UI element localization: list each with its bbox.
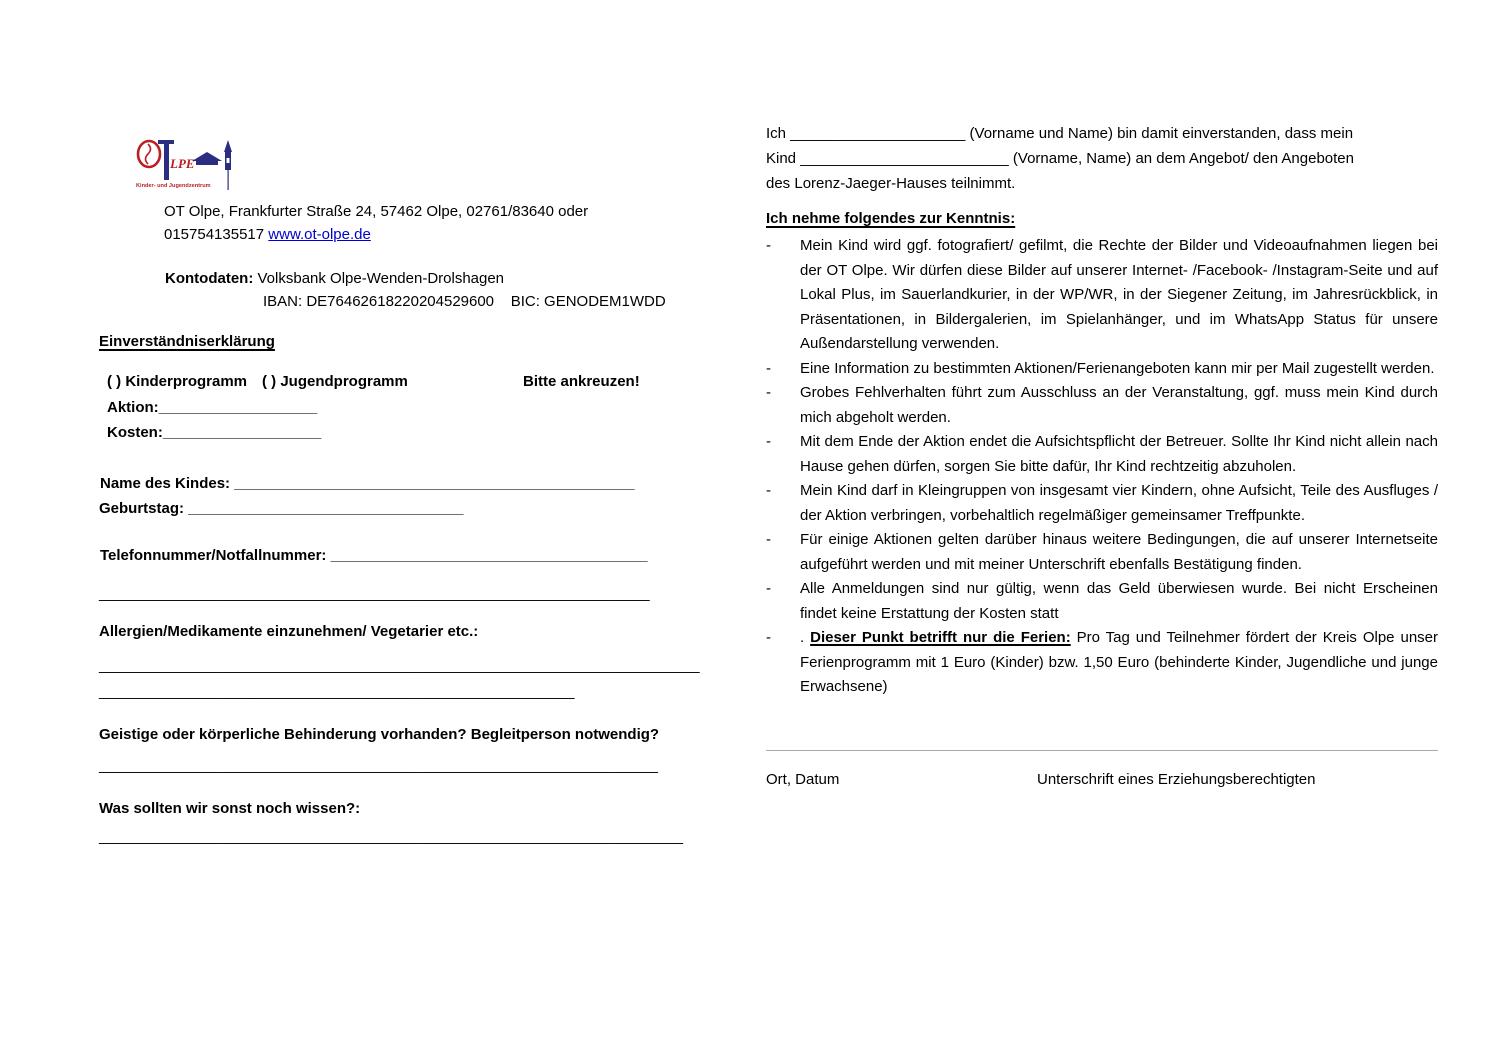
other-info-label: Was sollten wir sonst noch wissen?: [99,800,361,817]
phone-number: 015754135517 [164,226,269,243]
logo-tower-line [228,170,229,190]
list-item-text: Mein Kind darf in Kleingruppen von insgesamt vier Kindern, ohne Aufsicht, Teile des Ausfluges / der Aktion verbringen, vorbehaltlich regelmäßiger gemeinsamer Treffpunkte. [800,482,1438,524]
phone-emergency-field: Telefonnummer/Notfallnummer: ______________________________________ [100,547,648,564]
list-item-ferien [766,626,1438,700]
aktion-field: Aktion:___________________ [107,399,318,416]
list-item-text: Eine Information zu bestimmten Aktionen/Ferienangeboten kann mir per Mail zugestellt werden. [800,359,1435,377]
left-column [99,138,724,845]
bullet-dash: - [766,359,771,377]
place-date-label: Ort, Datum [766,770,840,788]
list-item-text: Mit dem Ende der Aktion endet die Aufsichtspflicht der Betreuer. Sollte Ihr Kind nicht allein nach Hause gehen dürfen, sorgen Sie bitte dafür, Ihr Kind rechtzeitig abzuholen. [800,433,1438,475]
disability-write-line: ___________________________________________________________________ [99,757,658,774]
bank-details [165,267,724,313]
list-item [766,430,1438,479]
guardian-signature-label: Unterschrift eines Erziehungsberechtigten [1037,770,1316,788]
kosten-field: Kosten:___________________ [107,424,322,441]
bullet-dash: - [766,384,771,401]
blank-write-line: __________________________________________________________________ [99,585,650,602]
ferien-emphasis: Dieser Punkt betrifft nur die Ferien: [810,629,1071,646]
address-line: OT Olpe, Frankfurter Straße 24, 57462 Olpe, 02761/83640 oder [164,203,589,220]
checkbox-jugendprogramm: ( ) Jugendprogramm [262,373,408,390]
consent-intro [766,121,1438,196]
check-note: Bitte ankreuzen! [523,373,640,390]
allergies-write-line-2: _________________________________________________________ [99,683,575,700]
bullet-dash: - [766,629,771,646]
disability-label: Geistige oder körperliche Behinderung vorhanden? Begleitperson notwendig? [99,726,660,743]
intro-line-1: Ich _____________________ (Vorname und Name) bin damit einverstanden, dass mein [766,125,1354,142]
child-name-field: Name des Kindes: ________________________________________________ [100,475,635,492]
konto-value: Volksbank Olpe-Wenden-Drolshagen [253,270,505,287]
list-item-text: Alle Anmeldungen sind nur gültig, wenn das Geld überwiesen wurde. Bei nicht Erscheinen findet keine Erstattung der Kosten statt [800,580,1438,622]
bullet-dash: - [766,580,771,597]
checkbox-kinderprogramm: ( ) Kinderprogramm [107,373,248,390]
bullet-dash: - [766,237,771,254]
list-item-text: Grobes Fehlverhalten führt zum Ausschluss an der Veranstaltung, ggf. muss mein Kind durch mich abgeholt werden. [800,384,1438,426]
logo-tagline: Kinder- und Jugendzentrum [136,183,211,189]
logo-lpe-letters: LPE [170,156,195,171]
section-title-einverstaendnis: Einverständniserklärung [99,333,275,350]
logo-t-stem [164,140,169,180]
bullet-dash: - [766,433,771,450]
program-choice-row [102,373,724,389]
list-item-text [800,626,1438,700]
right-column [766,121,1438,788]
website-link[interactable]: www.ot-olpe.de [268,226,371,243]
bullet-dash: - [766,531,771,548]
iban-bic-line: IBAN: DE76462618220204529600 BIC: GENODEM1WDD [263,293,666,310]
list-item [766,381,1438,430]
logo-tower-window [227,158,230,163]
allergies-label: Allergien/Medikamente einzunehmen/ Vegetarier etc.: [99,623,479,640]
ferien-rest: Pro Tag und Teilnehmer fördert der Kreis Olpe unser Ferienprogramm mit 1 Euro (Kinder) bzw. 1,50 Euro (behinderte Kinder, Jugendliche und junge Erwachsene) [800,629,1438,695]
list-item-text: Mein Kind wird ggf. fotografiert/ gefilmt, die Rechte der Bilder und Videoaufnahmen liegen bei der OT Olpe. Wir dürfen diese Bilder auf unserer Internet- /Facebook- /Instagram-Seite und auf Lokal Plus, im Sauerlandkurier, in der WP/WR, in der Siegener Zeitung, im Jahresrückblick, in Präsentationen, in Bildergalerien, im Spielanhänger, und im WhatsApp Status für unsere Außendarstellung verwenden. [800,237,1438,352]
list-item [766,528,1438,577]
list-item-text: Für einige Aktionen gelten darüber hinaus weitere Bedingungen, die auf unserer Internetseite aufgeführt werden und mit meiner Unterschrift ebenfalls Bestätigung finden. [800,531,1438,573]
signature-separator [766,750,1438,751]
logo-tower-spire-icon [224,140,232,152]
konto-label: Kontodaten: [165,270,254,287]
notice-list [766,234,1438,700]
logo-roof-icon [192,152,222,161]
intro-line-2: Kind _________________________ (Vorname, Name) an dem Angebot/ den Angeboten [766,150,1354,167]
signature-row [766,771,1438,788]
intro-line-3: des Lorenz-Jaeger-Hauses teilnimmt. [766,175,1016,192]
bullet-dash: - [766,482,771,499]
list-item [766,479,1438,528]
other-info-write-line: ______________________________________________________________________ [99,828,683,845]
list-item [766,577,1438,626]
contact-address [164,200,724,246]
list-item [766,357,1438,382]
list-item [766,234,1438,357]
notice-title: Ich nehme folgendes zur Kenntnis: [766,210,1016,227]
birthday-field: Geburtstag: _________________________________ [99,500,464,517]
logo-roof-base [196,161,218,165]
ot-olpe-logo [136,138,236,190]
ferien-prefix: . [800,629,811,646]
logo-o-figure [146,144,151,164]
allergies-write-line-1: ________________________________________________________________________ [99,657,700,674]
